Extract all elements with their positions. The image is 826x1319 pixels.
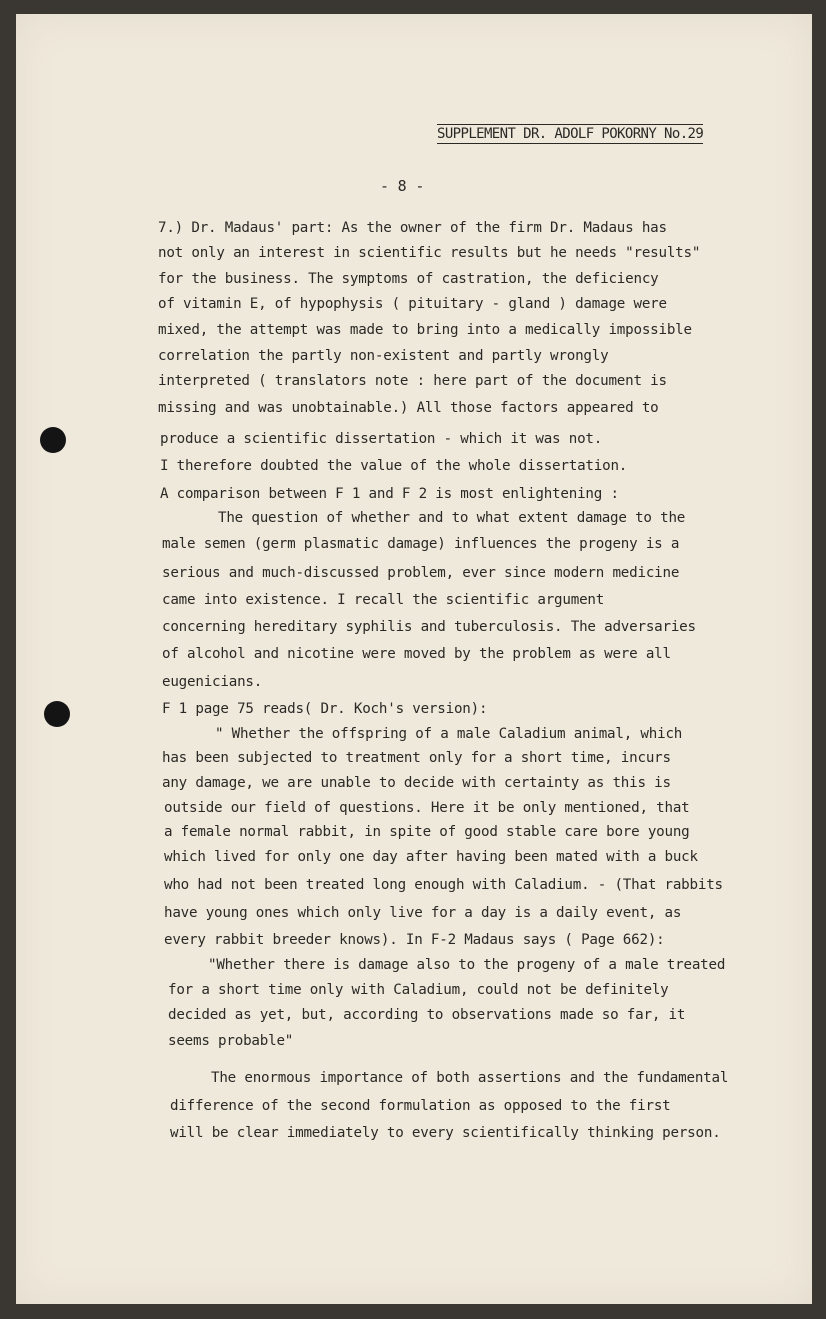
text-line: The enormous importance of both assertions and the fundamental: [211, 1070, 729, 1086]
text-line: of alcohol and nicotine were moved by the problem as were all: [162, 646, 671, 662]
text-line: A comparison between F 1 and F 2 is most enlightening :: [160, 486, 619, 502]
text-line: outside our field of questions. Here it be only mentioned, that: [164, 800, 690, 816]
text-line: has been subjected to treatment only for a short time, incurs: [162, 750, 671, 766]
text-line: produce a scientific dissertation - which it was not.: [160, 431, 603, 447]
text-line: serious and much-discussed problem, ever since modern medicine: [162, 565, 680, 581]
text-line: The question of whether and to what extent damage to the: [218, 510, 686, 526]
text-line: seems probable": [168, 1033, 294, 1049]
text-line: any damage, we are unable to decide with certainty as this is: [162, 775, 671, 791]
text-line: eugenicians.: [162, 674, 263, 690]
text-line: have young ones which only live for a day is a daily event, as: [164, 905, 682, 921]
text-line: which lived for only one day after having been mated with a buck: [164, 849, 698, 865]
text-line: correlation the partly non-existent and partly wrongly: [158, 348, 609, 364]
text-line: for the business. The symptoms of castration, the deficiency: [158, 271, 659, 287]
text-line: male semen (germ plasmatic damage) influences the progeny is a: [162, 536, 680, 552]
text-line: for a short time only with Caladium, could not be definitely: [168, 982, 669, 998]
punch-hole-top: [40, 427, 66, 453]
text-line: every rabbit breeder knows). In F-2 Madaus says ( Page 662):: [164, 932, 665, 948]
text-line: " Whether the offspring of a male Caladium animal, which: [215, 726, 683, 742]
text-line: concerning hereditary syphilis and tuberculosis. The adversaries: [162, 619, 696, 635]
text-line: not only an interest in scientific results but he needs "results": [158, 245, 701, 261]
page-number: - 8 -: [380, 177, 425, 195]
text-line: interpreted ( translators note : here part of the document is: [158, 373, 667, 389]
supplement-header: SUPPLEMENT DR. ADOLF POKORNY No.29: [437, 126, 704, 142]
text-line: who had not been treated long enough with Caladium. - (That rabbits: [164, 877, 723, 893]
text-line: F 1 page 75 reads( Dr. Koch's version):: [162, 701, 488, 717]
text-line: I therefore doubted the value of the whole dissertation.: [160, 458, 628, 474]
text-line: missing and was unobtainable.) All those factors appeared to: [158, 400, 659, 416]
text-line: a female normal rabbit, in spite of good stable care bore young: [164, 824, 690, 840]
text-line: difference of the second formulation as opposed to the first: [170, 1098, 671, 1114]
text-line: of vitamin E, of hypophysis ( pituitary - gland ) damage were: [158, 296, 667, 312]
punch-hole-bottom: [44, 701, 70, 727]
text-line: decided as yet, but, according to observations made so far, it: [168, 1007, 686, 1023]
text-line: "Whether there is damage also to the progeny of a male treated: [208, 957, 726, 973]
text-line: came into existence. I recall the scientific argument: [162, 592, 605, 608]
text-line: will be clear immediately to every scientifically thinking person.: [170, 1125, 721, 1141]
text-line: mixed, the attempt was made to bring into a medically impossible: [158, 322, 692, 338]
text-line: 7.) Dr. Madaus' part: As the owner of the firm Dr. Madaus has: [158, 220, 667, 236]
